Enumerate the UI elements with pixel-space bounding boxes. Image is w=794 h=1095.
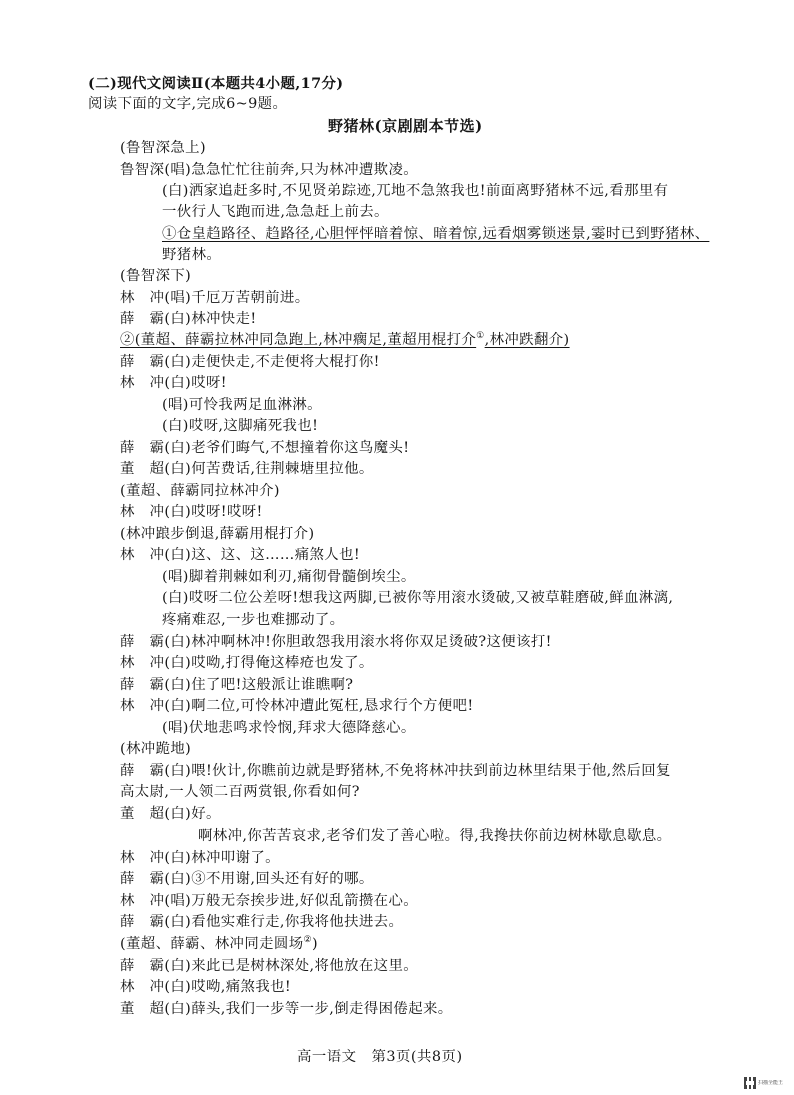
dialogue-line: (唱)脚着荆棘如利刃,痛彻骨髓倒埃尘。 (162, 569, 416, 585)
underlined-line-1: ①仓皇趋路径、趋路径,心胆怦怦暗着惊、暗着惊,远看烟雾锁迷景,霎时已到野猪林、 (162, 226, 710, 242)
dialogue-line: 董 超(白)好。 (120, 806, 221, 822)
stage-direction-text: (董超、薛霸、林冲同走圆场 (120, 936, 304, 952)
dialogue-line: 疼痛难忍,一步也难挪动了。 (162, 612, 345, 628)
scanner-logo: 扫描全能王 (758, 1080, 784, 1086)
instruction: 阅读下面的文字,完成6~9题。 (88, 96, 288, 112)
stage-direction: (鲁智深下) (120, 268, 192, 284)
dialogue-line: 薛 霸(白)看他实难行走,你我将他扶进去。 (120, 914, 404, 930)
page-footer: 高一语文 第3页(共8页) (297, 1049, 463, 1065)
footnote-marker: ② (303, 935, 312, 946)
stage-direction: (林冲踉步倒退,薛霸用棍打介) (120, 526, 315, 542)
underlined-line-2 (120, 330, 570, 350)
section-header: (二)现代文阅读Ⅱ(本题共4小题,17分) (88, 75, 344, 92)
footnote-marker: ① (476, 331, 485, 342)
dialogue-line: 薛 霸(白)来此已是树林深处,将他放在这里。 (120, 958, 419, 974)
dialogue-line: 林 冲(白)啊二位,可怜林冲遭此冤枉,恳求行个方便吧! (120, 698, 474, 714)
dialogue-line: 林 冲(白)哎呀! (120, 375, 227, 391)
dialogue-line: (唱)可怜我两足血淋淋。 (162, 397, 322, 413)
dialogue-line: 林 冲(唱)万般无奈挨步进,好似乱箭攒在心。 (120, 893, 419, 909)
stage-direction: (董超、薛霸同拉林冲介) (120, 483, 280, 499)
dialogue-line: 薛 霸(白)住了吧!这般派让谁瞧啊? (120, 677, 354, 693)
qr-code-icon (744, 1077, 756, 1089)
dialogue-line: (白)洒家追赶多时,不见贤弟踪迹,兀地不急煞我也!前面离野猪林不远,看那里有 (162, 183, 669, 199)
stage-direction (120, 934, 318, 954)
underlined-text: ②(董超、薛霸拉林冲同急跑上,林冲瘸足,董超用棍打介 (120, 332, 477, 348)
dialogue-line: (白)哎呀,这脚痛死我也! (162, 418, 319, 434)
dialogue-line: 一伙行人飞跑而进,急急赶上前去。 (162, 204, 389, 220)
dialogue-line: 高太尉,一人领二百两赏银,你看如何? (120, 784, 360, 800)
dialogue-line: 林 冲(白)林冲叩谢了。 (120, 850, 280, 866)
dialogue-line: 林 冲(唱)千厄万苦朝前进。 (120, 290, 310, 306)
dialogue-line: 薛 霸(白)林冲快走! (120, 311, 257, 327)
dialogue-line: (白)哎呀二位公差呀!想我这两脚,已被你等用滚水烫破,又被草鞋磨破,鲜血淋漓, (162, 590, 674, 606)
dialogue-line: 野猪林。 (162, 247, 222, 263)
underlined-text: ,林冲跌翻介) (484, 332, 570, 348)
dialogue-line: 薛 霸(白)走便快走,不走便将大棍打你! (120, 354, 380, 370)
dialogue-line: (唱)伏地悲鸣求怜悯,拜求大德降慈心。 (162, 720, 416, 736)
dialogue-line: 鲁智深(唱)急急忙忙往前奔,只为林冲遭欺凌。 (120, 162, 419, 178)
dialogue-line: 董 超(白)何苦费话,往荆棘塘里拉他。 (120, 461, 374, 477)
stage-direction-text: ) (311, 936, 318, 952)
dialogue-line: 薛 霸(白)喂!伙计,你瞧前边就是野猪林,不免将林冲扶到前边林里结果于他,然后回复 (120, 763, 671, 779)
stage-direction: (鲁智深急上) (120, 140, 206, 156)
dialogue-line: 薛 霸(白)老爷们晦气,不想撞着你这鸟魔头! (120, 440, 410, 456)
dialogue-line: 林 冲(白)哎呦,打得俺这棒疮也发了。 (120, 655, 374, 671)
dialogue-line: 林 冲(白)这、这、这……痛煞人也! (120, 547, 361, 563)
dialogue-line: 林 冲(白)哎呀!哎呀! (120, 504, 263, 520)
dialogue-line: 薛 霸(白)林冲啊林冲!你胆敢怨我用滚水将你双足烫破?这便该打! (120, 634, 552, 650)
dialogue-line: 啊林冲,你苦苦哀求,老爷们发了善心啦。得,我搀扶你前边树林歇息歇息。 (198, 828, 672, 844)
stage-direction: (林冲跪地) (120, 741, 192, 757)
dialogue-line: 林 冲(白)哎呦,痛煞我也! (120, 979, 292, 995)
play-title: 野猪林(京剧剧本节选) (328, 117, 483, 135)
dialogue-line: 薛 霸(白)③不用谢,回头还有好的哪。 (120, 871, 374, 887)
dialogue-line: 董 超(白)薛头,我们一步等一步,倒走得困倦起来。 (120, 1001, 453, 1017)
